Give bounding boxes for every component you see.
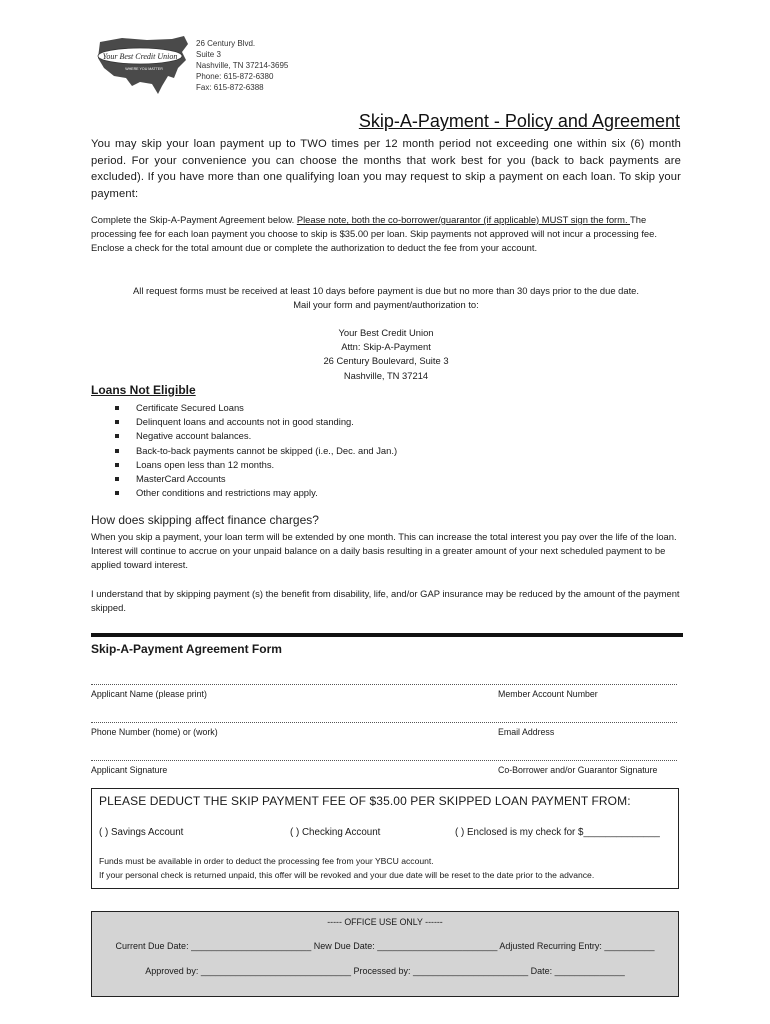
list-item: Back-to-back payments cannot be skipped (i.e., Dec. and Jan.)	[115, 444, 397, 458]
page-title: Skip-A-Payment - Policy and Agreement	[358, 111, 680, 131]
request-deadline	[91, 284, 681, 312]
phone-email-field[interactable]	[91, 722, 677, 723]
account-number-label: Member Account Number	[498, 689, 598, 699]
coborrower-signature-label: Co-Borrower and/or Guarantor Signature	[498, 765, 658, 775]
phone-line: Phone: 615-872-6380	[196, 72, 274, 81]
finance-paragraph: When you skip a payment, your loan term will be extended by one month. This can increase the total interest you pay over the life of the loan. Interest will continue to accrue on your unpaid balance on a daily basis resulting in a greater amount of your next scheduled payment to be applied toward interest.	[91, 531, 677, 571]
checking-account-option[interactable]: ( ) Checking Account	[290, 827, 381, 838]
mail-line: Your Best Credit Union	[338, 327, 434, 338]
complete-paragraph	[91, 213, 676, 256]
enclosed-check-option[interactable]: ( ) Enclosed is my check for $______________	[455, 827, 660, 838]
finance-charges-heading: How does skipping affect finance charges?	[91, 513, 319, 527]
address-block	[196, 38, 288, 93]
list-item: MasterCard Accounts	[115, 472, 397, 486]
funds-note: Funds must be available in order to deduct the processing fee from your YBCU account.	[99, 856, 434, 866]
address-line: Suite 3	[196, 50, 221, 59]
cosigner-note: Please note, both the co-borrower/guarantor (if applicable) MUST sign the form.	[296, 214, 630, 225]
mailing-address	[91, 326, 681, 383]
mail-instruction: Mail your form and payment/authorization to:	[293, 299, 479, 311]
due-date-row[interactable]: Current Due Date: ________________________ New Due Date: ________________________ Adjusted Recurring Entry: __________	[115, 941, 655, 951]
logo-text: Your Best Credit Union	[102, 52, 178, 61]
email-label: Email Address	[498, 727, 555, 737]
logo-tagline: WHERE YOU MATTER	[125, 67, 163, 71]
complete-lead: Complete the Skip-A-Payment Agreement below.	[91, 214, 297, 225]
complete-rest: The processing fee for each loan payment you choose to skip is $35.00 per loan. Skip payments not approved will not incur a processing fee. Enclose a check for the total amount due or complete the authorization to deduct the fee from your account.	[91, 214, 657, 254]
loans-not-eligible-heading: Loans Not Eligible	[91, 383, 196, 397]
request-line: All request forms must be received at least 10 days before payment is due but no more than 30 days prior to the due date.	[132, 285, 640, 296]
address-line: 26 Century Blvd.	[196, 39, 256, 48]
list-item: Loans open less than 12 months.	[115, 458, 397, 472]
deduction-notes	[99, 855, 674, 882]
applicant-name-field[interactable]	[91, 684, 677, 685]
savings-account-option[interactable]: ( ) Savings Account	[99, 827, 184, 838]
list-item: Negative account balances.	[115, 429, 397, 443]
credit-union-logo	[92, 32, 192, 96]
agreement-form-heading: Skip-A-Payment Agreement Form	[91, 642, 282, 656]
signature-field[interactable]	[91, 760, 677, 761]
fax-line: Fax: 615-872-6388	[196, 83, 264, 92]
ineligible-loans-list	[115, 401, 397, 500]
applicant-name-label: Applicant Name (please print)	[91, 689, 207, 699]
letterhead	[92, 30, 352, 98]
returned-check-note: If your personal check is returned unpaid, this offer will be revoked and your due date will be reset to the date prior to the advance.	[99, 869, 595, 880]
mail-line: 26 Century Boulevard, Suite 3	[323, 355, 449, 367]
office-use-box	[91, 911, 679, 997]
deduction-title: PLEASE DEDUCT THE SKIP PAYMENT FEE OF $35.00 PER SKIPPED LOAN PAYMENT FROM:	[99, 794, 631, 808]
section-divider	[91, 633, 683, 637]
address-line: Nashville, TN 37214-3695	[196, 61, 289, 70]
intro-paragraph: You may skip your loan payment up to TWO times per 12 month period not exceeding one within six (6) month period. For your convenience you can choose the months that work best for you (back to back payments are excluded). If you have more than one qualifying loan you may request to skip a payment on each loan. To skip your payment:	[91, 138, 681, 200]
insurance-paragraph: I understand that by skipping payment (s) the benefit from disability, life, and/or GAP insurance may be reduced by the amount of the payment skipped.	[91, 588, 680, 614]
mail-line: Attn: Skip-A-Payment	[341, 341, 431, 353]
applicant-signature-label: Applicant Signature	[91, 765, 168, 775]
list-item: Certificate Secured Loans	[115, 401, 397, 415]
fee-deduction-box	[91, 788, 679, 889]
phone-label: Phone Number (home) or (work)	[91, 727, 218, 737]
office-use-title: ----- OFFICE USE ONLY ------	[327, 917, 443, 927]
approval-row[interactable]: Approved by: ______________________________ Processed by: _______________________ Date: ______________	[145, 966, 625, 976]
mail-line: Nashville, TN 37214	[343, 369, 429, 381]
list-item: Delinquent loans and accounts not in good standing.	[115, 415, 397, 429]
list-item: Other conditions and restrictions may apply.	[115, 486, 397, 500]
